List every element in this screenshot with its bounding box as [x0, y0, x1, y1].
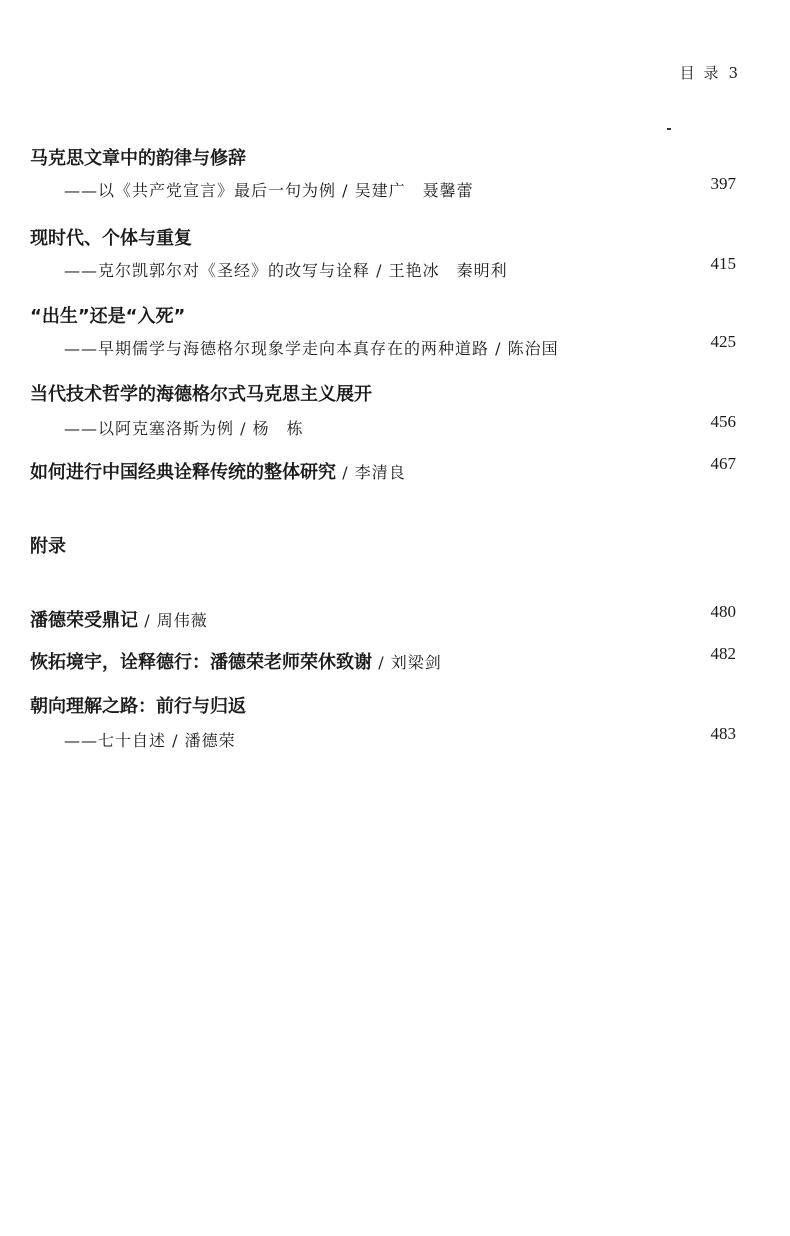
toc-entry-title: 当代技术哲学的海德格尔式马克思主义展开: [30, 384, 372, 405]
toc-entry-subtitle: ——克尔凯郭尔对《圣经》的改写与诠释 / 王艳冰 秦明利: [64, 261, 508, 280]
appendix-entry-title: 恢拓境宇，诠释德行：潘德荣老师荣休致谢 / 刘梁剑: [30, 652, 442, 673]
running-head-page-number: 3: [728, 64, 738, 82]
toc-entry-page: 415: [710, 254, 736, 273]
toc-entry-title-row: [30, 454, 736, 486]
running-head: [680, 62, 738, 83]
toc-entry-title-row: [30, 224, 736, 252]
toc-entry-subtitle: ——以《共产党宣言》最后一句为例 / 吴建广 聂馨蕾: [64, 181, 474, 200]
appendix-entry-page: 482: [710, 644, 736, 663]
toc-entry-title-row: [30, 302, 736, 330]
appendix-entry-author: / 刘梁剑: [378, 653, 442, 672]
appendix-entry-page: 483: [710, 724, 736, 743]
toc-entry-author: / 吴建广 聂馨蕾: [342, 181, 474, 200]
print-speck: [667, 128, 671, 130]
toc-entry-page: 467: [710, 454, 736, 473]
toc-entry-title-row: [30, 380, 736, 408]
toc-entry-page: 425: [710, 332, 736, 351]
appendix-entry-author: / 周伟薇: [144, 611, 208, 630]
appendix-entry-author: / 潘德荣: [172, 731, 236, 750]
toc-entry-subtitle-row: [30, 332, 736, 364]
toc-entry-subtitle-row: [30, 174, 736, 206]
toc-entry-author: / 陈治国: [495, 339, 559, 358]
appendix-entry-row: [30, 644, 736, 676]
appendix-entry-title: 潘德荣受鼎记 / 周伟薇: [30, 610, 208, 631]
toc-entry-title: 马克思文章中的韵律与修辞: [30, 148, 246, 169]
toc-entry-subtitle-row: [30, 412, 736, 444]
running-head-section: 目 录: [679, 64, 721, 82]
toc-entry-subtitle: ——早期儒学与海德格尔现象学走向本真存在的两种道路 / 陈治国: [64, 339, 559, 358]
toc-entry-page: 397: [710, 174, 736, 193]
appendix-entry-row: [30, 602, 736, 634]
appendix-entry-title-row: [30, 692, 736, 720]
toc-entry-author: / 王艳冰 秦明利: [376, 261, 508, 280]
toc-entry-subtitle: ——以阿克塞洛斯为例 / 杨 栋: [64, 419, 304, 438]
toc-entry-subtitle-row: [30, 254, 736, 286]
appendix-entry-title: 朝向理解之路：前行与归返: [30, 696, 246, 717]
appendix-heading: 附录: [30, 536, 66, 557]
toc-entry-author: / 杨 栋: [240, 419, 304, 438]
appendix-entry-page: 480: [710, 602, 736, 621]
toc-entry-title-row: [30, 144, 736, 172]
toc-entry-author: / 李清良: [342, 463, 406, 482]
appendix-entry-subtitle: ——七十自述 / 潘德荣: [64, 731, 236, 750]
toc-entry-title: 如何进行中国经典诠释传统的整体研究 / 李清良: [30, 462, 406, 483]
appendix-entry-subtitle-row: [30, 724, 736, 756]
toc-entry-page: 456: [710, 412, 736, 431]
toc-entry-title: 现时代、个体与重复: [30, 228, 192, 249]
toc-entry-title: “出生”还是“入死”: [30, 306, 186, 327]
